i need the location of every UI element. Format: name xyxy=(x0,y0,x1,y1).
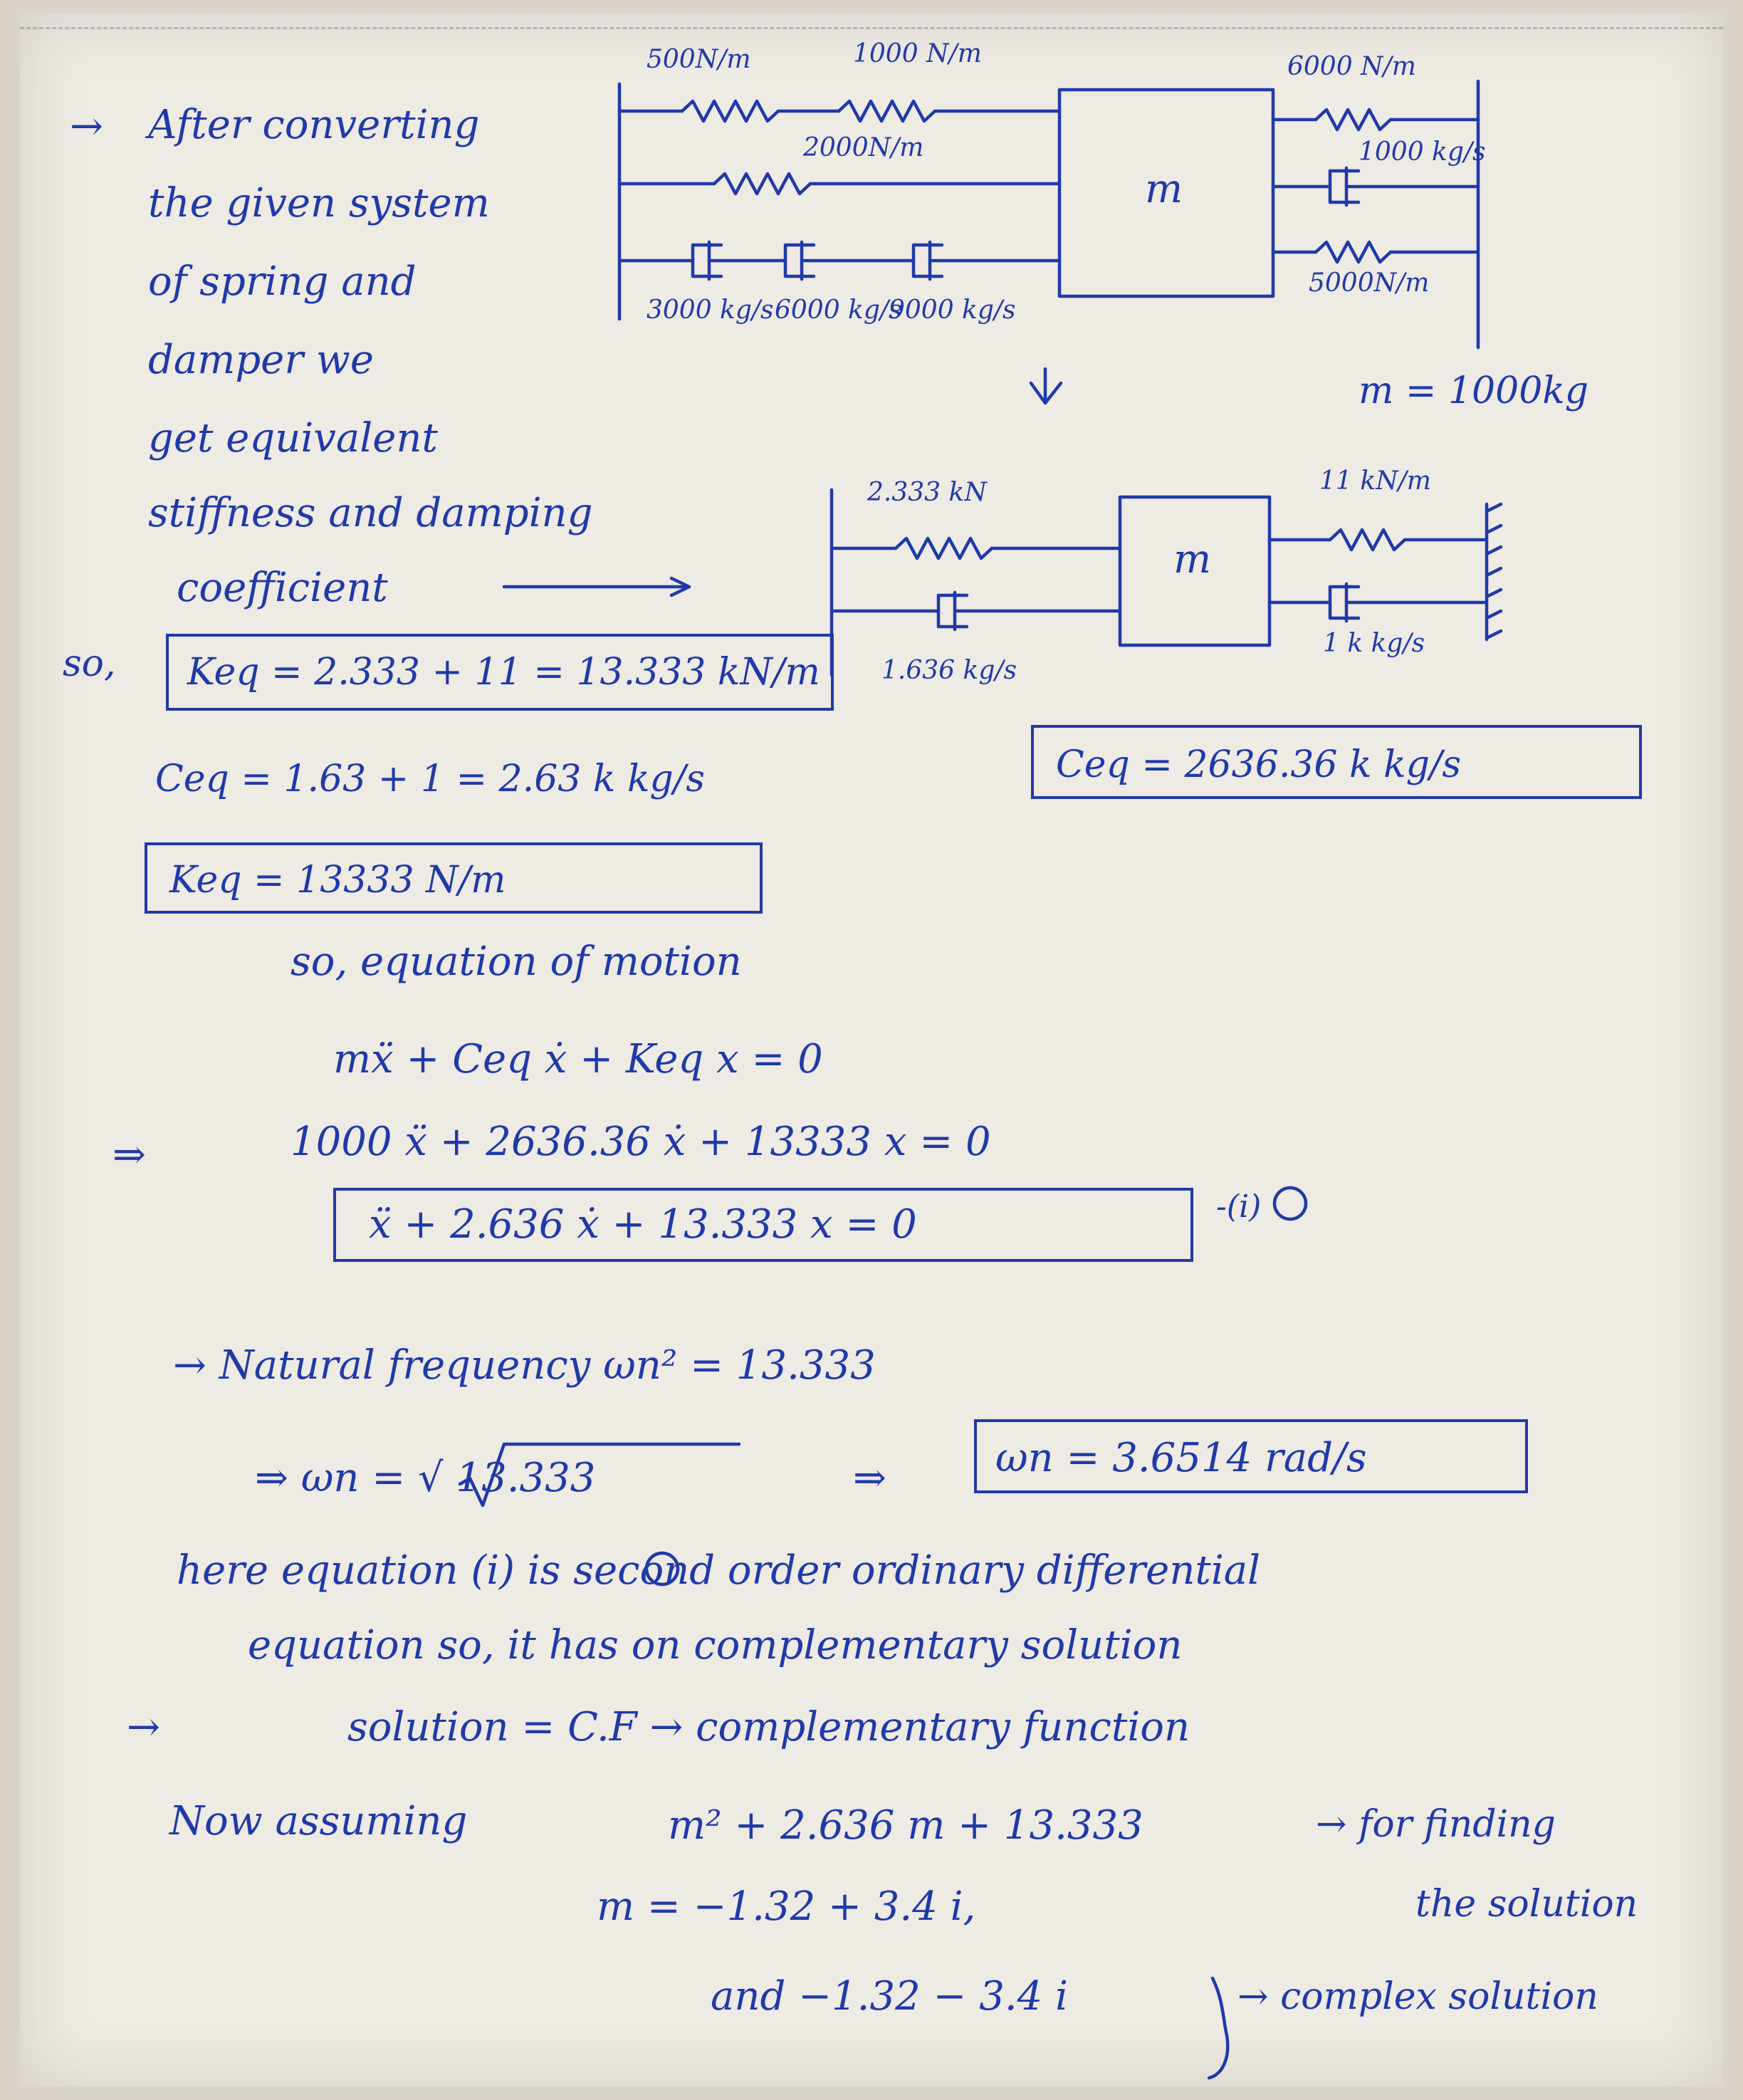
label-k-left: 2.333 kN xyxy=(867,478,987,507)
intro-line-7: coefficient xyxy=(177,565,388,611)
label-c-right: 1000 kg/s xyxy=(1359,137,1486,167)
brace xyxy=(1209,1978,1228,2078)
spring-2333 xyxy=(896,538,992,558)
label-c3: 9000 kg/s xyxy=(889,296,1016,325)
spring-2000 xyxy=(714,174,810,194)
ceq-sum: Ceq = 1.63 + 1 = 2.63 k kg/s xyxy=(155,758,705,800)
label-k3: 2000N/m xyxy=(803,133,924,162)
intro-line-6: stiffness and damping xyxy=(148,490,593,536)
keq-boxed: Keq = 13333 N/m xyxy=(169,859,506,902)
keq-sum: Keq = 2.333 + 11 = 13.333 kN/m xyxy=(187,651,820,694)
intro-arrow: → xyxy=(70,103,103,150)
equation-arrow: ⇒ xyxy=(112,1132,146,1178)
intro-line-1: After converting xyxy=(148,102,480,148)
intro-line-4: damper we xyxy=(148,337,374,383)
frequency-arrow: ⇒ xyxy=(853,1455,886,1501)
label-c-right-2: 1 k kg/s xyxy=(1323,629,1425,658)
spring-6000 xyxy=(1316,110,1391,130)
root-1: m = −1.32 + 3.4 i, xyxy=(597,1884,976,1930)
frequency-line-2: ⇒ ωn = √ 13.333 xyxy=(255,1455,596,1501)
frequency-boxed: ωn = 3.6514 rad/s xyxy=(995,1435,1367,1481)
notebook-page xyxy=(20,13,1723,2086)
spring-mass-damper-system-1 xyxy=(619,81,1478,403)
equation-general: mẍ + Ceq ẋ + Keq x = 0 xyxy=(333,1036,823,1082)
label-c1: 3000 kg/s xyxy=(647,296,774,325)
label-k4: 6000 N/m xyxy=(1287,52,1416,81)
solution-note-1: → for finding xyxy=(1316,1803,1556,1846)
spring-5000 xyxy=(1316,242,1391,262)
characteristic-equation: m² + 2.636 m + 13.333 xyxy=(668,1802,1143,1849)
mass-label-1: m xyxy=(1145,166,1183,212)
solution-line-2: equation so, it has on complementary solution xyxy=(248,1622,1183,1668)
intro-line-5: get equivalent xyxy=(148,415,438,461)
so-label: so, xyxy=(63,642,116,685)
pointer-arrow xyxy=(504,578,689,595)
intro-line-3: of spring and xyxy=(148,258,417,305)
solution-note-3: → complex solution xyxy=(1237,1975,1598,2018)
ceq-boxed: Ceq = 2636.36 k kg/s xyxy=(1056,743,1462,786)
equation-normalized: ẍ + 2.636 ẋ + 13.333 x = 0 xyxy=(369,1201,917,1248)
label-k2: 1000 N/m xyxy=(853,39,982,68)
spring-500 xyxy=(682,101,778,121)
equation-tag: -(i) xyxy=(1216,1189,1262,1225)
intro-line-2: the given system xyxy=(148,180,490,226)
solution-now: Now assuming xyxy=(169,1798,468,1844)
circled-i xyxy=(1274,1188,1306,1219)
label-c2: 6000 kg/s xyxy=(775,296,902,325)
solution-arrow: → xyxy=(127,1704,160,1750)
label-k5: 5000N/m xyxy=(1309,268,1430,298)
spring-1000 xyxy=(839,101,935,121)
mass-label-2: m xyxy=(1173,536,1212,583)
solution-line-3: solution = C.F → complementary function xyxy=(347,1704,1190,1750)
equation-substituted: 1000 ẍ + 2636.36 ẋ + 13333 x = 0 xyxy=(290,1119,991,1165)
solution-line-1: here equation (i) is second order ordinary differential xyxy=(177,1547,1261,1594)
frequency-line-1: → Natural frequency ωn² = 13.333 xyxy=(173,1342,876,1389)
label-k-right: 11 kN/m xyxy=(1319,466,1431,496)
root-2: and −1.32 − 3.4 i xyxy=(711,1973,1069,2020)
label-k1: 500N/m xyxy=(647,45,751,74)
label-c-left: 1.636 kg/s xyxy=(881,656,1017,685)
spring-11k xyxy=(1330,530,1405,550)
equation-heading: so, equation of motion xyxy=(290,939,742,985)
solution-note-2: the solution xyxy=(1415,1883,1638,1926)
mass-value: m = 1000kg xyxy=(1359,370,1589,412)
